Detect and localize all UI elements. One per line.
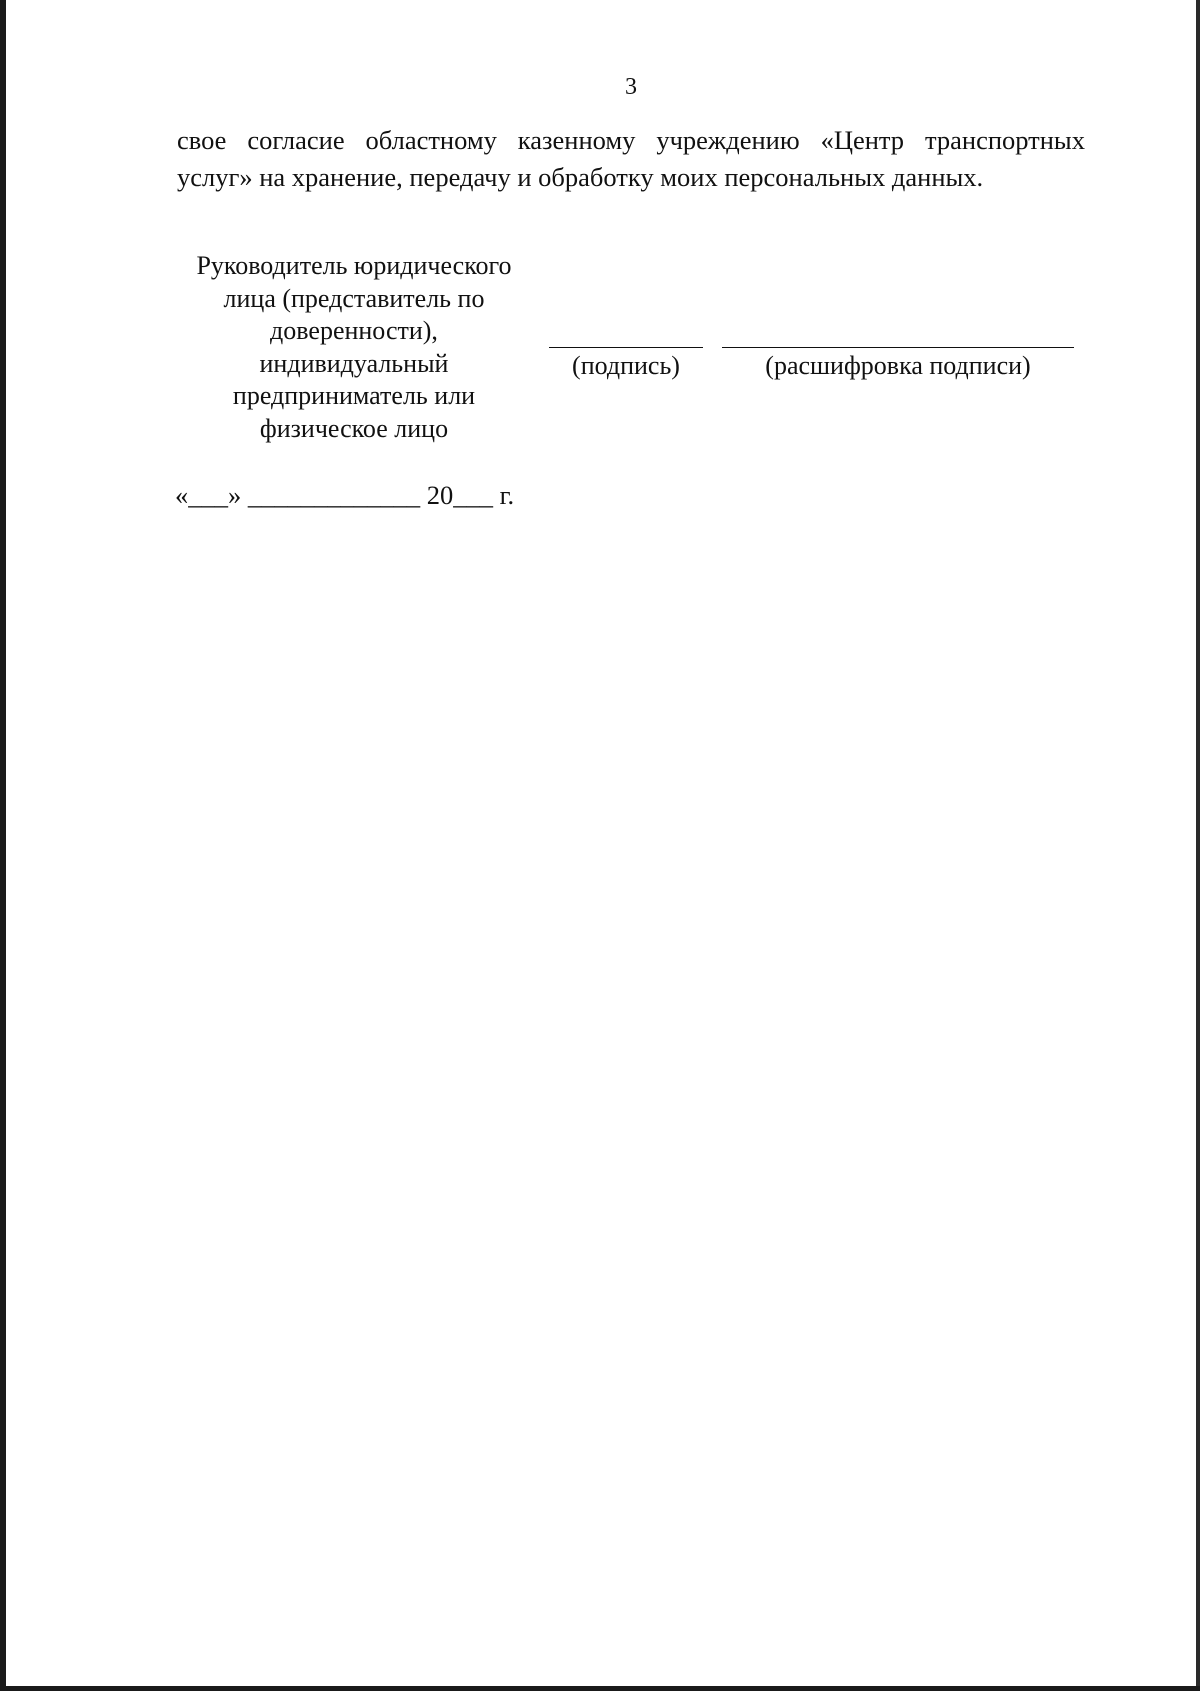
consent-line-1: свое согласие областному казенному учреждению «Центр транспортных bbox=[177, 125, 1085, 155]
signer-title-line: предприниматель или bbox=[232, 381, 476, 410]
signer-title-line: Руководитель юридического bbox=[196, 251, 512, 280]
signer-title bbox=[172, 250, 536, 445]
consent-paragraph bbox=[177, 122, 1085, 196]
scan-edge-left bbox=[0, 0, 6, 1691]
page-number: 3 bbox=[625, 74, 637, 100]
scan-edge-bottom bbox=[0, 1686, 1200, 1691]
signature-blank-line[interactable] bbox=[549, 347, 703, 348]
signature-decode-caption: (расшифровка подписи) bbox=[765, 351, 1031, 380]
signer-title-line: физическое лицо bbox=[259, 413, 449, 443]
signer-title-line: лица (представитель по bbox=[223, 283, 485, 313]
consent-line-2: услуг» на хранение, передачу и обработку моих персональных данных. bbox=[177, 162, 984, 192]
signer-title-line: доверенности), bbox=[270, 316, 438, 345]
signature-decode-blank-line[interactable] bbox=[722, 347, 1074, 348]
signature-caption: (подпись) bbox=[572, 351, 680, 380]
scan-edge-right bbox=[1196, 0, 1200, 1691]
signer-title-line: индивидуальный bbox=[259, 348, 449, 378]
date-field[interactable]: «___» _____________ 20___ г. bbox=[175, 480, 515, 510]
